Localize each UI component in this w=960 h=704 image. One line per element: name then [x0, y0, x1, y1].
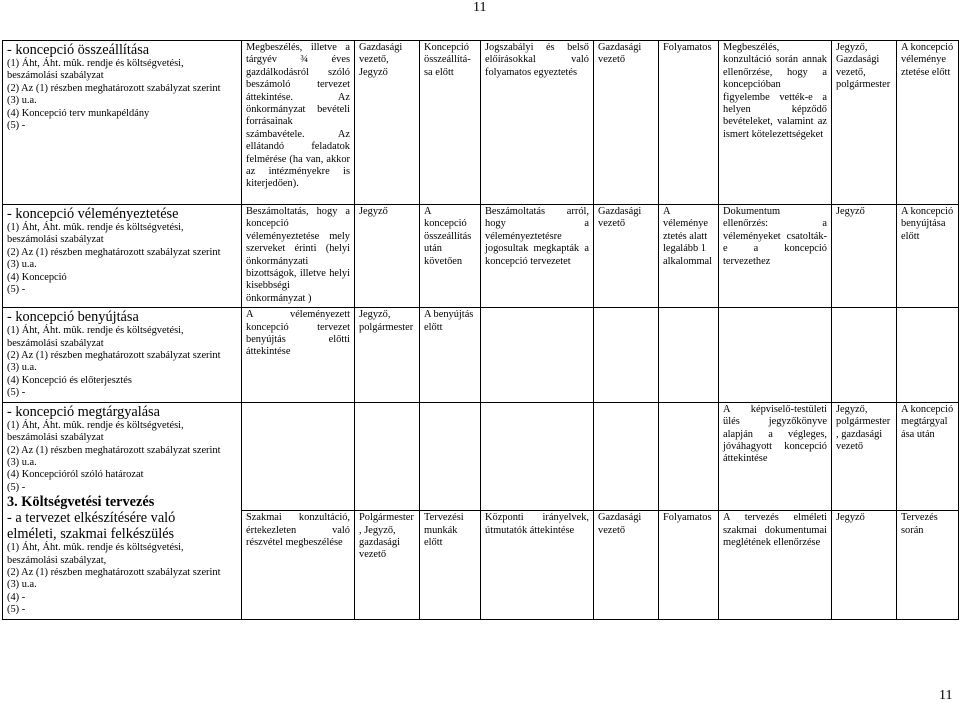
cell-text: Dokumentum ellenőrzés: a véleményeket csatolták-e a koncepció tervezethez — [723, 206, 827, 267]
cell-text: Koncepció összeállítá-sa előtt — [424, 42, 471, 78]
cell-text: Polgármester , Jegyző, gazdasági vezető — [359, 512, 414, 561]
table-cell — [355, 41, 420, 205]
cell-text: A véleményezett koncepció tervezet benyújtás előtti áttekintése — [246, 309, 350, 358]
section-line: beszámolási szabályzat — [7, 70, 104, 82]
table-cell — [594, 511, 659, 619]
section-line: (4) Koncepció — [7, 271, 67, 283]
section-description-cell — [3, 41, 242, 205]
control-table — [2, 40, 959, 620]
section-line: (1) Áht, Áht. mûk. rendje és költségvetési, — [7, 58, 184, 69]
section-line: beszámolási szabályzat — [7, 337, 104, 349]
cell-text: Gazdasági vezető — [598, 206, 642, 230]
table-cell — [659, 402, 719, 510]
section-line: (5) - — [7, 481, 26, 493]
cell-text: Tervezés során — [901, 512, 938, 536]
section-line: (1) Áht, Áht. mûk. rendje és költségvetési, — [7, 325, 184, 337]
cell-text: Jegyző — [836, 206, 865, 217]
cell-text: A koncepció megtárgyal ása után — [901, 403, 954, 440]
section-line: 3. Költségvetési tervezés — [7, 494, 155, 511]
table-row — [3, 308, 959, 402]
section-description-cell — [3, 402, 242, 619]
table-cell — [355, 308, 420, 402]
page-number-bottom: 11 — [939, 688, 953, 703]
table-cell — [355, 402, 420, 510]
table-cell — [659, 205, 719, 308]
table-cell — [832, 205, 897, 308]
section-line: (2) Az (1) részben meghatározott szabályzat szerint — [7, 444, 221, 456]
table-cell — [481, 511, 594, 619]
section-line: beszámolási szabályzat, — [7, 554, 107, 566]
table-cell — [659, 308, 719, 402]
table-cell — [355, 205, 420, 308]
section-line: (2) Az (1) részben meghatározott szabályzat szerint — [7, 350, 221, 362]
cell-text: A koncepció összeállítás után követően — [424, 206, 472, 267]
table-cell — [897, 205, 959, 308]
cell-text: Tervezési munkák előtt — [424, 512, 464, 548]
section-line: (1) Áht, Áht. mûk. rendje és költségvetési, — [7, 222, 184, 233]
table-cell — [719, 511, 832, 619]
cell-text: Megbeszélés, konzultáció során annak ellenőrzése, hogy a koncepcióban figyelembe vették-e a helyen képződő bevételeket, valamint az ismert kötelezettségeket — [723, 42, 827, 140]
cell-text: Jegyző — [359, 206, 388, 217]
cell-text: Jegyző — [836, 512, 865, 524]
table-cell — [719, 308, 832, 402]
cell-text: Beszámoltatás, hogy a koncepció véleményeztetése mely szerveket érinti (helyi önkormányzati bizottságok, illetve helyi kisebbségi önkormányzat ) — [246, 206, 350, 304]
section-line: (5) - — [7, 604, 26, 616]
table-cell — [832, 41, 897, 205]
section-line: (4) Koncepció terv munkapéldány — [7, 107, 150, 119]
table-cell — [594, 402, 659, 510]
section-description-cell — [3, 205, 242, 308]
section-line: (3) u.a. — [7, 95, 37, 107]
table-cell — [832, 308, 897, 402]
table-cell — [594, 205, 659, 308]
cell-text: A tervezés elméleti szakmai dokumentumai meglétének ellenőrzése — [723, 512, 827, 548]
table-cell — [420, 205, 481, 308]
cell-text: Központi irányelvek, útmutatók áttekintése — [485, 512, 589, 536]
table-cell — [420, 511, 481, 619]
table-cell — [897, 41, 959, 205]
section-line: (2) Az (1) részben meghatározott szabályzat szerint — [7, 246, 221, 258]
section-line: - koncepció megtárgyalása — [7, 403, 160, 420]
section-line: beszámolási szabályzat — [7, 234, 104, 246]
table-cell — [594, 41, 659, 205]
table-cell — [594, 308, 659, 402]
table-row — [3, 41, 959, 205]
section-line: (3) u.a. — [7, 456, 37, 468]
table-cell — [719, 41, 832, 205]
section-line: (4) Koncepció és előterjesztés — [7, 374, 132, 386]
table-cell — [832, 402, 897, 510]
cell-text: A koncepció benyújtása előtt — [901, 206, 954, 242]
section-line: (3) u.a. — [7, 579, 37, 591]
table-cell — [242, 308, 355, 402]
section-line: - koncepció véleményeztetése — [7, 206, 179, 222]
table-cell — [420, 402, 481, 510]
section-line: beszámolási szabályzat — [7, 432, 104, 444]
cell-text: Jegyző, polgármester , gazdasági vezető — [836, 403, 891, 452]
cell-text: A véleménye ztetés alatt legalább 1 alkalommal — [663, 206, 713, 267]
table-cell — [481, 402, 594, 510]
table-cell — [897, 511, 959, 619]
section-line: (4) - — [7, 591, 26, 603]
cell-text: Beszámoltatás arról, hogy a véleményeztetésre jogosultak megkapták a koncepció tervezetet — [485, 206, 589, 267]
cell-text: A benyújtás előtt — [424, 309, 474, 333]
cell-text: Gazdasági vezető — [598, 512, 642, 536]
page-number-top: 11 — [473, 0, 487, 15]
cell-text: Megbeszélés, illetve a tárgyév ¾ éves gazdálkodásról szóló beszámoló tervezet áttekintése. Az önkormányzat bevételi forrásainak számbavétele. Az ellátandó feladatok felmérése (ha van, akkor az intézményekre is kiterjedően). — [246, 42, 350, 190]
cell-text: A koncepció véleménye ztetése előtt — [901, 42, 954, 78]
table-cell — [420, 41, 481, 205]
section-line: (1) Áht, Áht. mûk. rendje és költségvetési, — [7, 419, 184, 431]
table-cell — [242, 511, 355, 619]
table-cell — [355, 511, 420, 619]
cell-text: Gazdasági vezető — [598, 42, 642, 66]
cell-text: A képviselő-testületi ülés jegyzőkönyve alapján a végleges, jóváhagyott koncepció áttekintése — [723, 403, 827, 465]
table-cell — [659, 41, 719, 205]
cell-text: Szakmai konzultáció, értekezleten való részvétel megbeszélése — [246, 512, 350, 548]
table-row — [3, 402, 959, 510]
cell-text: Folyamatos — [663, 42, 712, 53]
section-line: (5) - — [7, 120, 26, 132]
cell-text: Folyamatos — [663, 512, 712, 524]
section-line: (5) - — [7, 284, 26, 296]
table-cell — [481, 41, 594, 205]
table-cell — [481, 205, 594, 308]
section-line: - koncepció összeállítása — [7, 42, 150, 58]
table-cell — [242, 205, 355, 308]
table-cell — [481, 308, 594, 402]
section-line: (2) Az (1) részben meghatározott szabályzat szerint — [7, 566, 221, 578]
table-cell — [242, 41, 355, 205]
section-line: elméleti, szakmai felkészülés — [7, 526, 175, 543]
cell-text: Gazdasági vezető, Jegyző — [359, 42, 403, 78]
table-cell — [719, 205, 832, 308]
table-row — [3, 205, 959, 308]
table-cell — [420, 308, 481, 402]
table-cell — [659, 511, 719, 619]
cell-text: Jegyző, Gazdasági vezető, polgármester — [836, 42, 891, 91]
section-line: (3) u.a. — [7, 259, 37, 271]
table-cell — [897, 402, 959, 510]
section-line: (1) Áht, Áht. mûk. rendje és költségvetési, — [7, 542, 184, 554]
table-cell — [832, 511, 897, 619]
cell-text: Jegyző, polgármester — [359, 309, 414, 333]
section-line: (3) u.a. — [7, 362, 37, 374]
table-cell — [897, 308, 959, 402]
section-line: (5) - — [7, 387, 26, 399]
cell-text: Jogszabályi és belső előírásokkal való folyamatos egyeztetés — [485, 42, 589, 78]
section-line: - koncepció benyújtása — [7, 309, 139, 326]
section-line: (2) Az (1) részben meghatározott szabályzat szerint — [7, 82, 221, 94]
section-description-cell — [3, 308, 242, 402]
table-cell — [242, 402, 355, 510]
section-line: - a tervezet elkészítésére való — [7, 510, 176, 527]
table-cell — [719, 402, 832, 510]
section-line: (4) Koncepcióról szóló határozat — [7, 469, 144, 481]
